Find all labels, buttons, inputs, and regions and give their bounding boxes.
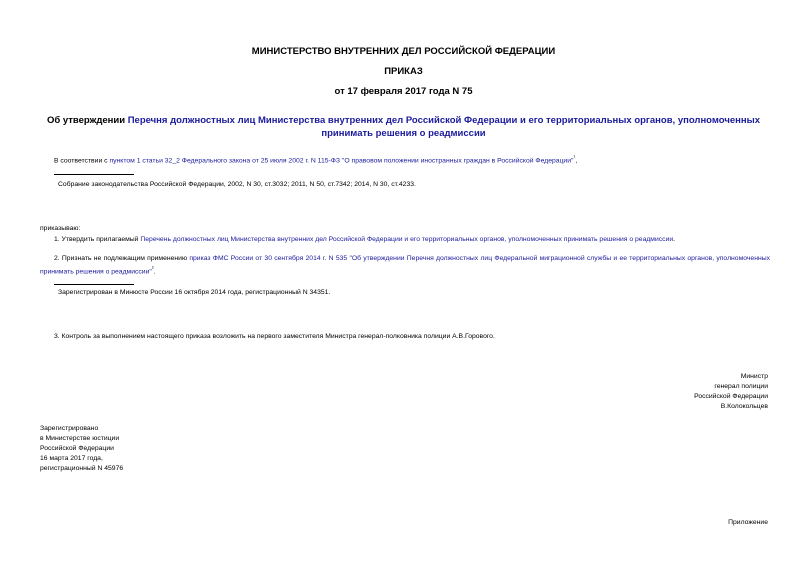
- item-2-prefix: 2. Признать не подлежащим применению: [54, 255, 190, 262]
- ministry-heading: МИНИСТЕРСТВО ВНУТРЕННИХ ДЕЛ РОССИЙСКОЙ ФЕДЕРАЦИИ: [251, 46, 556, 57]
- preamble: [54, 153, 774, 166]
- footnote-mark-1[interactable]: ¹: [573, 155, 576, 161]
- item-1-suffix: .: [673, 236, 676, 243]
- appendix-label: Приложение: [728, 519, 768, 526]
- orders-word: приказываю:: [40, 225, 81, 232]
- registration-line-5: регистрационный N 45976: [40, 465, 124, 472]
- footnote-mark-2[interactable]: ²: [151, 266, 154, 272]
- signature-block: [560, 372, 768, 412]
- order-date: от 17 февраля 2017 года N 75: [334, 86, 473, 97]
- registration-line-4: 16 марта 2017 года,: [40, 455, 103, 462]
- item-3: 3. Контроль за выполнением настоящего приказа возложить на первого заместителя Министра генерал-полковника полиции А.В.Горового.: [54, 333, 495, 340]
- item-1-link[interactable]: Перечень должностных лиц Министерства внутренних дел Российской Федерации и его территориальных органов, уполномоченных принимать решения о реадмиссии: [140, 236, 674, 243]
- item-2-suffix: .: [153, 268, 156, 276]
- item-2-link[interactable]: приказ ФМС России от 30 сентября 2014 г. N 535 "Об утверждении Перечня должностных лиц Федеральной миграционной службы и ее территориальных органов, уполномоченных принимать решения о реадмиссии": [40, 255, 770, 276]
- title-link[interactable]: Перечня должностных лиц Министерства внутренних дел Российской Федерации и его территориальных органов, уполномоченных принимать решения о реадмиссии: [127, 115, 761, 139]
- footnote-divider-1: [54, 174, 134, 175]
- item-1-prefix: 1. Утвердить прилагаемый: [54, 236, 141, 243]
- signature-line-2: генерал полиции: [714, 383, 768, 390]
- document-title: [40, 114, 767, 140]
- preamble-suffix: ,: [575, 157, 578, 165]
- registration-line-1: Зарегистрировано: [40, 425, 99, 432]
- registration-line-2: в Министерстве юстиции: [40, 435, 120, 442]
- order-heading: ПРИКАЗ: [384, 66, 423, 77]
- item-1: [54, 235, 774, 245]
- footnote-2: Зарегистрирован в Минюсте России 16 октября 2014 года, регистрационный N 34351.: [58, 289, 331, 296]
- preamble-link[interactable]: пунктом 1 статьи 32_2 Федерального закона от 25 июля 2002 г. N 115-ФЗ "О правовом положении иностранных граждан в Российской Федерации": [109, 157, 574, 165]
- footnote-divider-2: [54, 284, 134, 285]
- registration-block: [40, 424, 240, 474]
- title-prefix: Об утверждении: [46, 115, 128, 126]
- signature-line-4: В.Колокольцев: [720, 403, 768, 410]
- signature-line-3: Российской Федерации: [694, 393, 768, 400]
- footnote-1: Собрание законодательства Российской Федерации, 2002, N 30, ст.3032; 2011, N 50, ст.7342; 2014, N 30, ст.4233.: [58, 181, 416, 188]
- registration-line-3: Российской Федерации: [40, 445, 114, 452]
- signature-line-1: Министр: [740, 373, 768, 380]
- preamble-prefix: В соответствии с: [54, 157, 110, 165]
- item-2: [40, 254, 770, 277]
